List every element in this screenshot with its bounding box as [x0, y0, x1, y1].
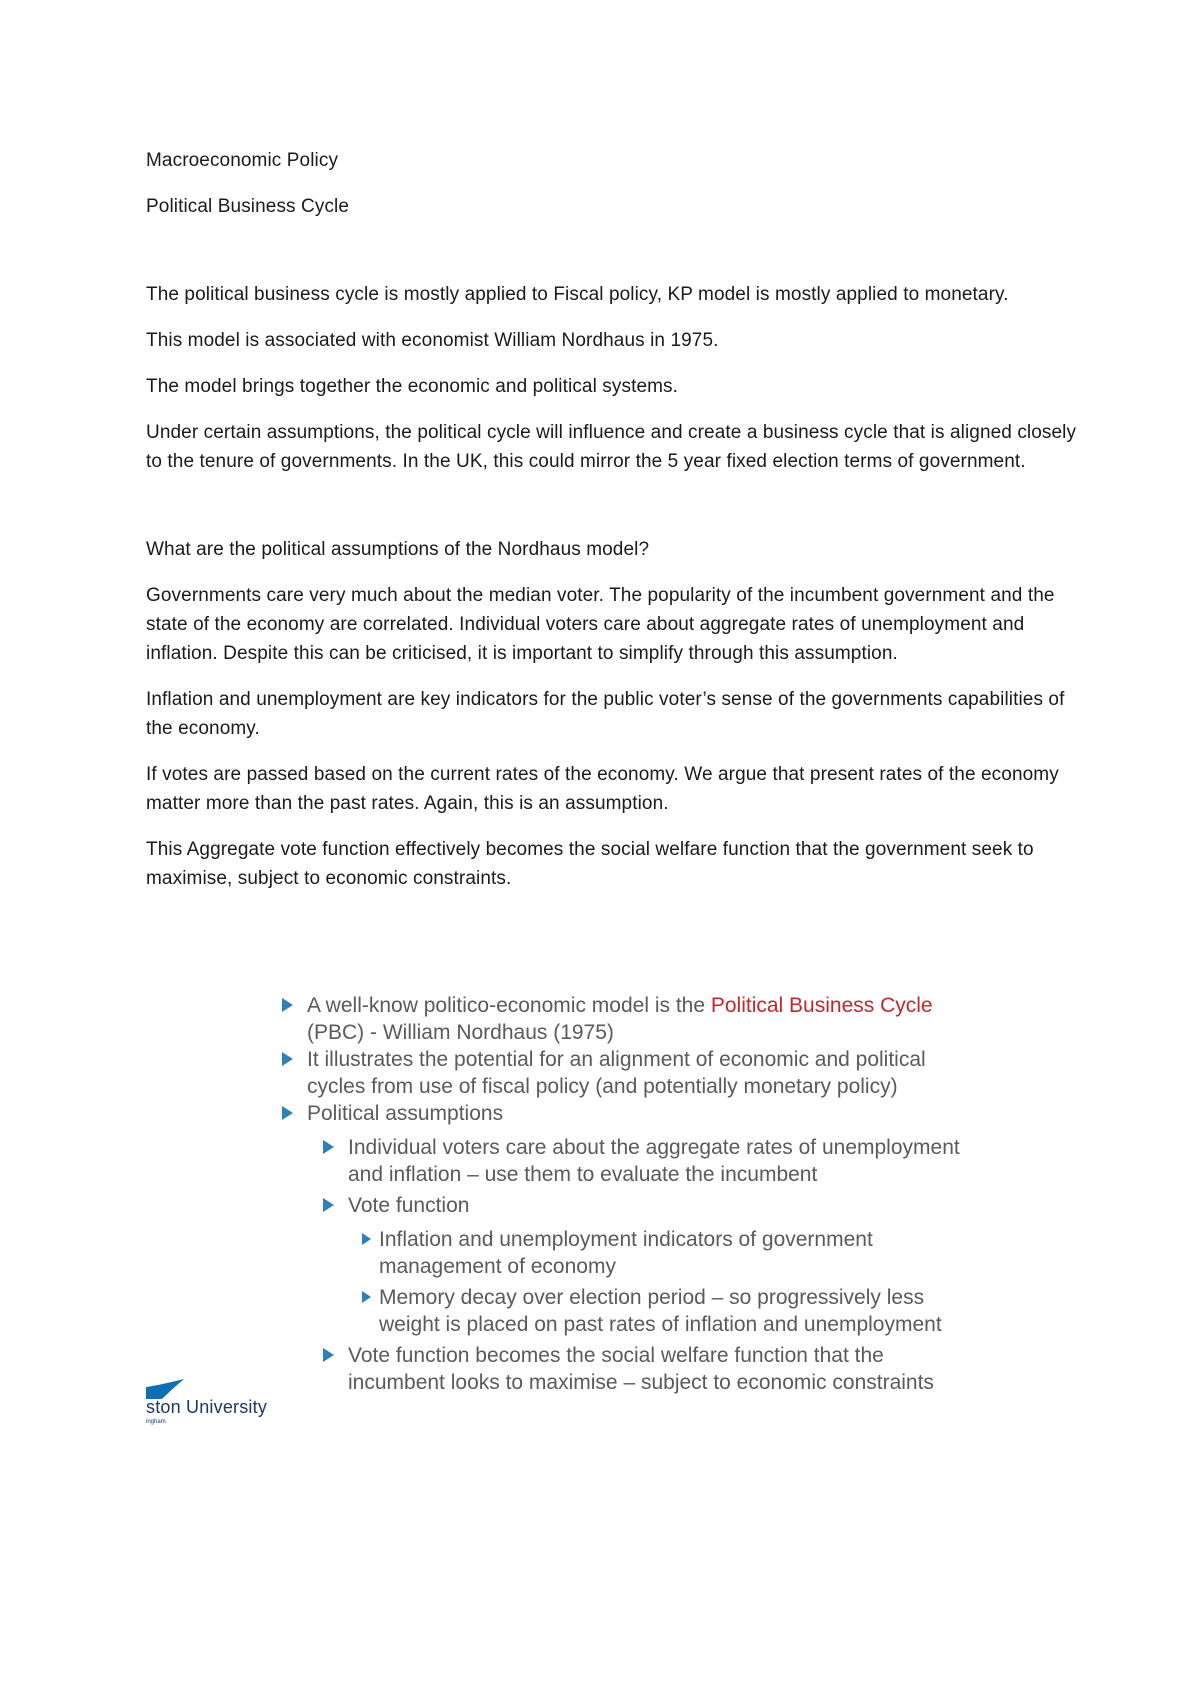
bullet-arrow-icon: [282, 998, 293, 1012]
bullet-arrow-icon: [323, 1198, 334, 1212]
logo-text: ston University: [146, 1397, 268, 1417]
paragraph: This Aggregate vote function effectively becomes the social welfare function that the government seek to maximise, subject to economic constraints.: [146, 839, 1034, 889]
paragraph: Governments care very much about the median voter. The popularity of the incumbent government and the state of the economy are correlated. Individual voters care about aggregate rates of unemployment and inflation. Despite this can be criticised, it is important to simplify through this assumption.: [146, 585, 1055, 664]
slide-bullet: [282, 1100, 503, 1127]
paragraph: Inflation and unemployment are key indicators for the public voter’s sense of the governments capabilities of the economy.: [146, 689, 1065, 739]
section-question: What are the political assumptions of the Nordhaus model?: [146, 539, 650, 560]
slide-sub-sub-bullet: [362, 1284, 942, 1338]
slide-text: A well-know politico-economic model is the: [307, 994, 711, 1017]
slide-text: Vote function becomes the social welfare function that the: [348, 1344, 884, 1367]
document-body: [146, 146, 1086, 910]
slide-text: Vote function: [348, 1194, 470, 1217]
slide-bullet: [282, 1046, 926, 1100]
slide-sub-bullet: [323, 1342, 934, 1396]
paragraph: The political business cycle is mostly applied to Fiscal policy, KP model is mostly applied to monetary.: [146, 284, 1009, 305]
embedded-slide: [140, 982, 1020, 1412]
slide-text: Individual voters care about the aggregate rates of unemployment: [348, 1136, 960, 1159]
slide-text: It illustrates the potential for an alignment of economic and political: [307, 1048, 926, 1071]
slide-text: cycles from use of fiscal policy (and potentially monetary policy): [307, 1075, 898, 1098]
slide-text: weight is placed on past rates of inflation and unemployment: [379, 1313, 942, 1336]
bullet-arrow-icon: [323, 1140, 334, 1154]
slide-text: and inflation – use them to evaluate the incumbent: [348, 1163, 818, 1186]
bullet-arrow-icon: [282, 1106, 293, 1120]
paragraph: The model brings together the economic and political systems.: [146, 376, 679, 397]
paragraph: If votes are passed based on the current rates of the economy. We argue that present rates of the economy matter more than the past rates. Again, this is an assumption.: [146, 764, 1059, 814]
slide-text: (PBC) - William Nordhaus (1975): [307, 1021, 614, 1044]
document-subtitle: Political Business Cycle: [146, 196, 350, 217]
university-logo: [146, 1379, 286, 1429]
slide-highlight: Political Business Cycle: [710, 994, 933, 1017]
slide-text: Memory decay over election period – so progressively less: [379, 1286, 925, 1309]
bullet-arrow-icon: [362, 1291, 371, 1303]
slide-sub-bullet: [323, 1134, 960, 1188]
slide-sub-bullet: [323, 1192, 469, 1219]
slide-text: Political assumptions: [307, 1102, 504, 1125]
slide-bullet: [282, 992, 933, 1046]
bullet-arrow-icon: [282, 1052, 293, 1066]
bullet-arrow-icon: [323, 1348, 334, 1362]
slide-text: management of economy: [379, 1255, 616, 1278]
slide-text: Inflation and unemployment indicators of government: [379, 1228, 873, 1251]
paragraph: This model is associated with economist William Nordhaus in 1975.: [146, 330, 719, 351]
document-title: Macroeconomic Policy: [146, 150, 339, 171]
logo-subtext: ingham: [146, 1419, 166, 1425]
slide-text: incumbent looks to maximise – subject to economic constraints: [348, 1371, 934, 1394]
bullet-arrow-icon: [362, 1233, 371, 1245]
logo-mark-icon: [146, 1379, 186, 1399]
slide-sub-sub-bullet: [362, 1226, 873, 1280]
paragraph: Under certain assumptions, the political cycle will influence and create a business cycle that is aligned closely to the tenure of governments. In the UK, this could mirror the 5 year fixed election terms of government.: [146, 422, 1077, 472]
